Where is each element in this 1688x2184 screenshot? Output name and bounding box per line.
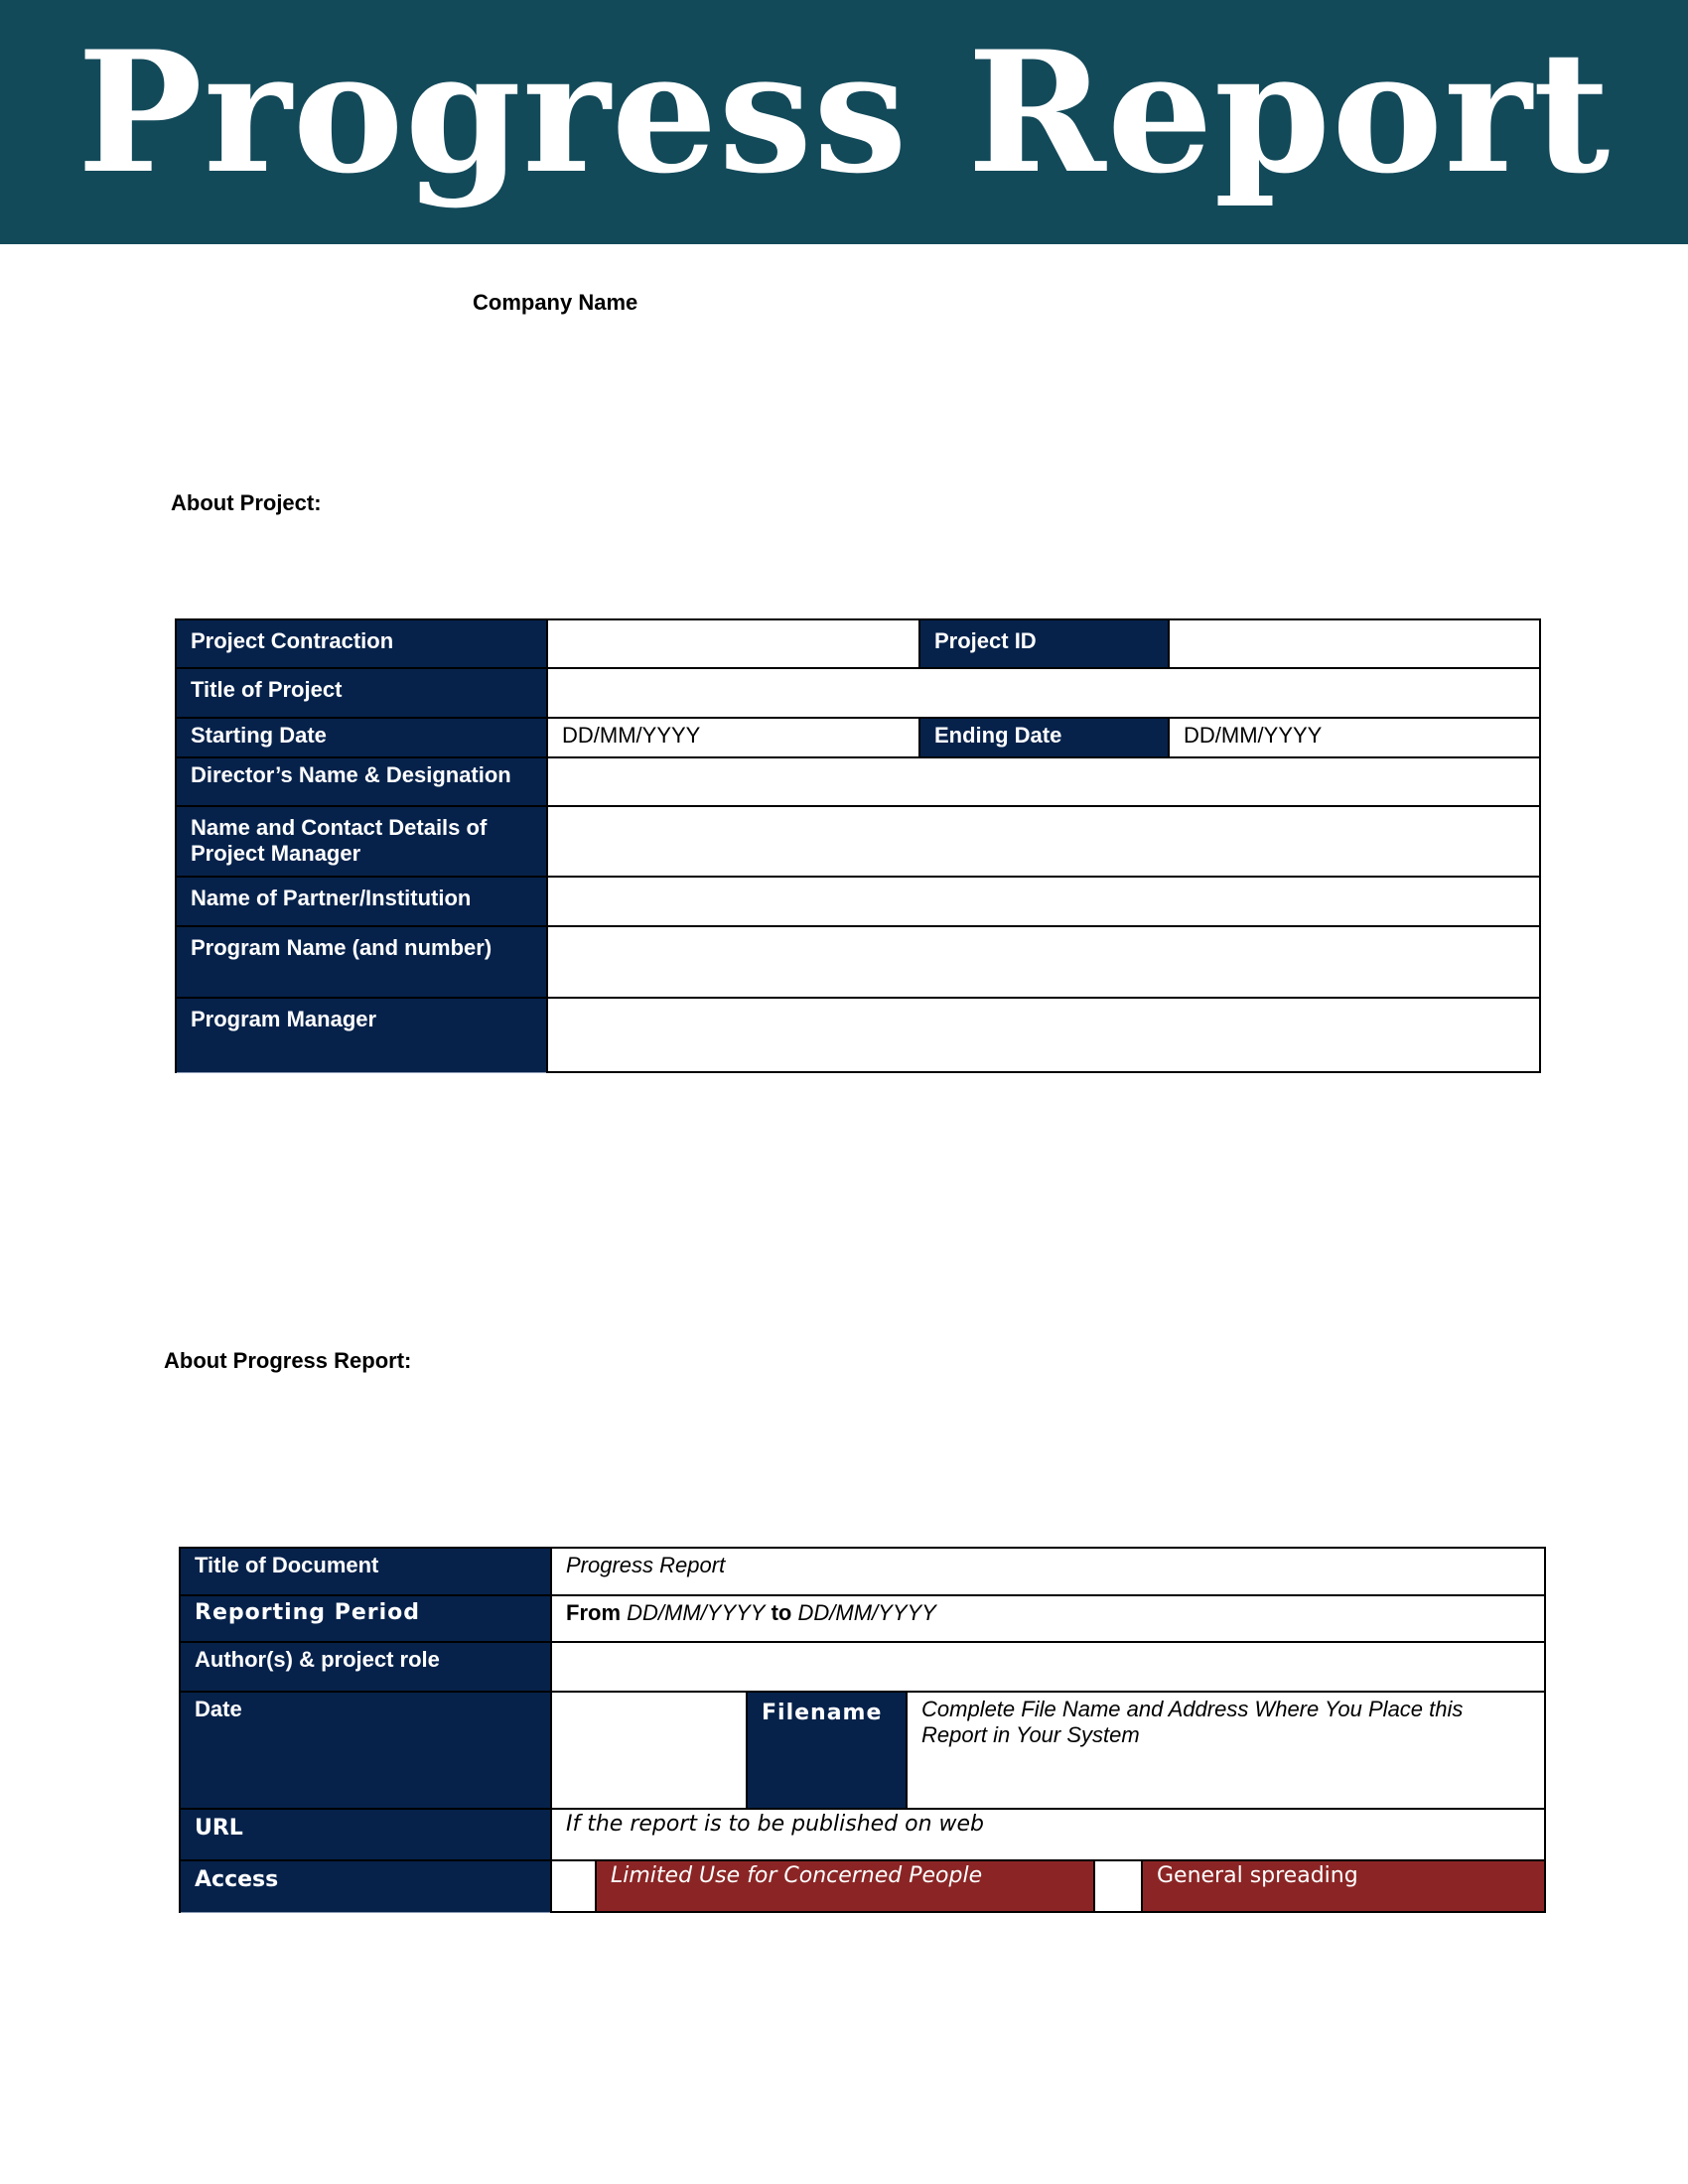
title-of-project-label: Title of Project bbox=[176, 668, 547, 718]
project-manager-label bbox=[176, 806, 547, 877]
page-title: Progress Report bbox=[76, 14, 1612, 210]
about-report-heading: About Progress Report: bbox=[164, 1348, 412, 1373]
about-project-heading: About Project: bbox=[171, 490, 322, 515]
starting-date-label: Starting Date bbox=[176, 718, 547, 757]
project-manager-label-line2: Project Manager bbox=[191, 841, 361, 866]
from-date: DD/MM/YYYY bbox=[627, 1600, 766, 1625]
director-field[interactable] bbox=[547, 757, 1540, 806]
project-contraction-label: Project Contraction bbox=[176, 619, 547, 668]
project-manager-field[interactable] bbox=[547, 806, 1540, 877]
table-row bbox=[180, 1809, 1545, 1860]
about-project-table bbox=[175, 618, 1541, 1073]
table-row bbox=[180, 1642, 1545, 1692]
partner-field[interactable] bbox=[547, 877, 1540, 926]
access-limited-option: Limited Use for Concerned People bbox=[596, 1860, 1094, 1912]
company-name-label: Company Name bbox=[473, 290, 638, 315]
table-row bbox=[180, 1595, 1545, 1642]
program-manager-field[interactable] bbox=[547, 998, 1540, 1072]
ending-date-field[interactable]: DD/MM/YYYY bbox=[1169, 718, 1540, 757]
access-label: Access bbox=[180, 1860, 551, 1912]
table-row bbox=[176, 757, 1540, 806]
url-label: URL bbox=[180, 1809, 551, 1860]
to-date: DD/MM/YYYY bbox=[797, 1600, 936, 1625]
table-row bbox=[180, 1692, 1545, 1809]
program-manager-label: Program Manager bbox=[176, 998, 547, 1072]
program-name-field[interactable] bbox=[547, 926, 1540, 998]
title-of-project-field[interactable] bbox=[547, 668, 1540, 718]
date-label: Date bbox=[180, 1692, 551, 1809]
table-row bbox=[180, 1548, 1545, 1595]
authors-label: Author(s) & project role bbox=[180, 1642, 551, 1692]
table-row bbox=[176, 668, 1540, 718]
project-manager-label-line1: Name and Contact Details of bbox=[191, 815, 488, 840]
authors-field[interactable] bbox=[551, 1642, 1545, 1692]
about-report-table bbox=[179, 1547, 1546, 1913]
ending-date-label: Ending Date bbox=[919, 718, 1169, 757]
title-of-document-label: Title of Document bbox=[180, 1548, 551, 1595]
reporting-period-label: Reporting Period bbox=[180, 1595, 551, 1642]
table-row bbox=[176, 998, 1540, 1072]
reporting-period-field[interactable] bbox=[551, 1595, 1545, 1642]
title-banner bbox=[0, 0, 1688, 244]
access-limited-checkbox[interactable] bbox=[551, 1860, 596, 1912]
table-row bbox=[176, 806, 1540, 877]
date-field[interactable] bbox=[551, 1692, 747, 1809]
to-label: to bbox=[771, 1600, 792, 1625]
table-row bbox=[180, 1860, 1545, 1912]
title-of-document-field[interactable]: Progress Report bbox=[551, 1548, 1545, 1595]
table-row bbox=[176, 926, 1540, 998]
table-row bbox=[176, 877, 1540, 926]
project-id-field[interactable] bbox=[1169, 619, 1540, 668]
project-id-label: Project ID bbox=[919, 619, 1169, 668]
table-row bbox=[176, 619, 1540, 668]
url-field[interactable]: If the report is to be published on web bbox=[551, 1809, 1545, 1860]
from-label: From bbox=[566, 1600, 621, 1625]
filename-label: Filename bbox=[747, 1692, 907, 1809]
director-label: Director’s Name & Designation bbox=[176, 757, 547, 806]
access-general-checkbox[interactable] bbox=[1094, 1860, 1142, 1912]
starting-date-field[interactable]: DD/MM/YYYY bbox=[547, 718, 919, 757]
project-contraction-field[interactable] bbox=[547, 619, 919, 668]
partner-label: Name of Partner/Institution bbox=[176, 877, 547, 926]
access-general-option: General spreading bbox=[1142, 1860, 1545, 1912]
program-name-label: Program Name (and number) bbox=[176, 926, 547, 998]
filename-field[interactable]: Complete File Name and Address Where You Place this Report in Your System bbox=[907, 1692, 1545, 1809]
table-row bbox=[176, 718, 1540, 757]
